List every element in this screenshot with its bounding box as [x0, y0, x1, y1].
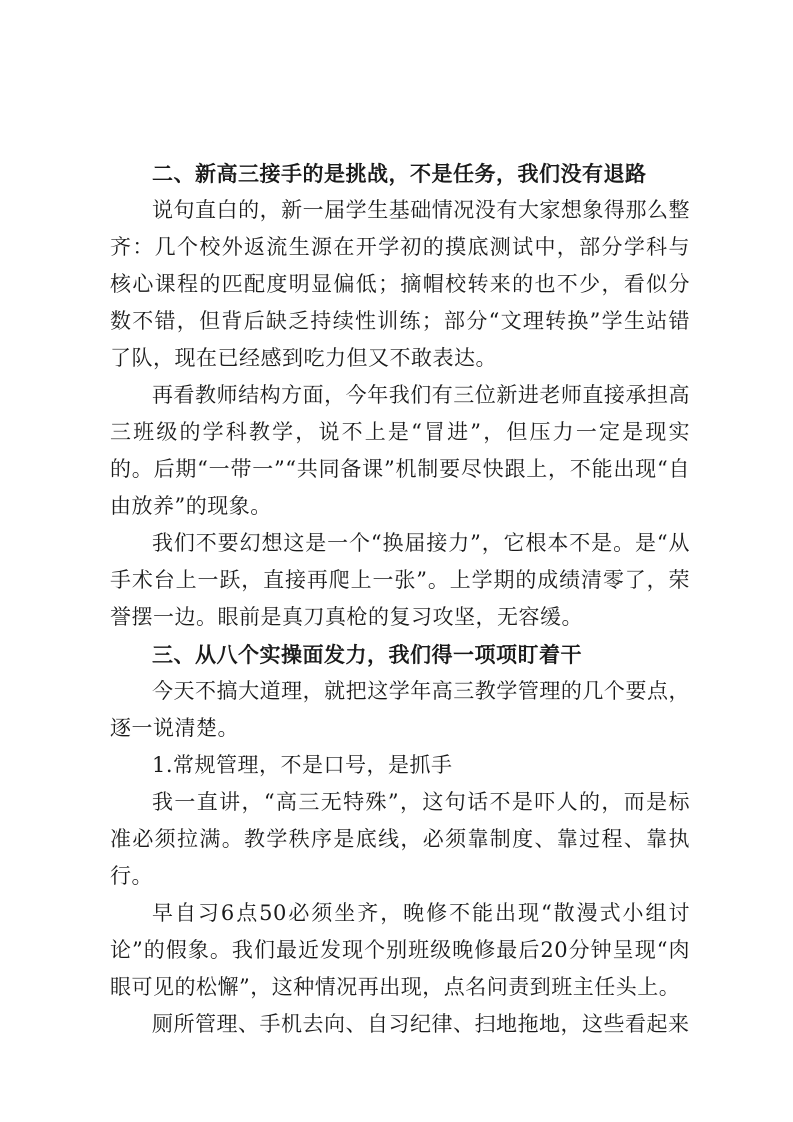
paragraph: 我一直讲，“高三无特殊”，这句话不是吓人的，而是标准必须拉满。教学秩序是底线，必须靠制度、靠过程、靠执行。 — [110, 790, 690, 888]
document-page — [110, 155, 690, 1043]
paragraph: 说句直白的，新一届学生基础情况没有大家想象得那么整齐：几个校外返流生源在开学初的摸底测试中，部分学科与核心课程的匹配度明显偏低；摘帽校转来的也不少，看似分数不错，但背后缺乏持续性训练；部分“文理转换”学生站错了队，现在已经感到吃力但又不敢表达。 — [110, 198, 690, 370]
paragraph: 我们不要幻想这是一个“换届接力”，它根本不是。是“从手术台上一跃，直接再爬上一张”。上学期的成绩清零了，荣誉摆一边。眼前是真刀真枪的复习攻坚，无容缓。 — [110, 531, 690, 629]
section-heading-2: 二、新高三接手的是挑战，不是任务，我们没有退路 — [152, 161, 647, 186]
paragraph: 厕所管理、手机去向、自习纪律、扫地拖地，这些看起来 — [152, 1012, 690, 1036]
paragraph: 今天不搞大道理，就把这学年高三教学管理的几个要点，逐一说清楚。 — [110, 679, 690, 740]
paragraph: 早自习6点50必须坐齐，晚修不能出现“散漫式小组讨论”的假象。我们最近发现个别班级晚修最后20分钟呈现“肉眼可见的松懈”，这种情况再出现，点名问责到班主任头上。 — [110, 901, 690, 999]
paragraph: 再看教师结构方面，今年我们有三位新进老师直接承担高三班级的学科教学，说不上是“冒进”，但压力一定是现实的。后期“一带一”“共同备课”机制要尽快跟上，不能出现“自由放养”的现象。 — [110, 383, 690, 518]
subsection-title: 1.常规管理，不是口号，是抓手 — [152, 753, 453, 777]
section-heading-3: 三、从八个实操面发力，我们得一项项盯着干 — [152, 642, 582, 667]
